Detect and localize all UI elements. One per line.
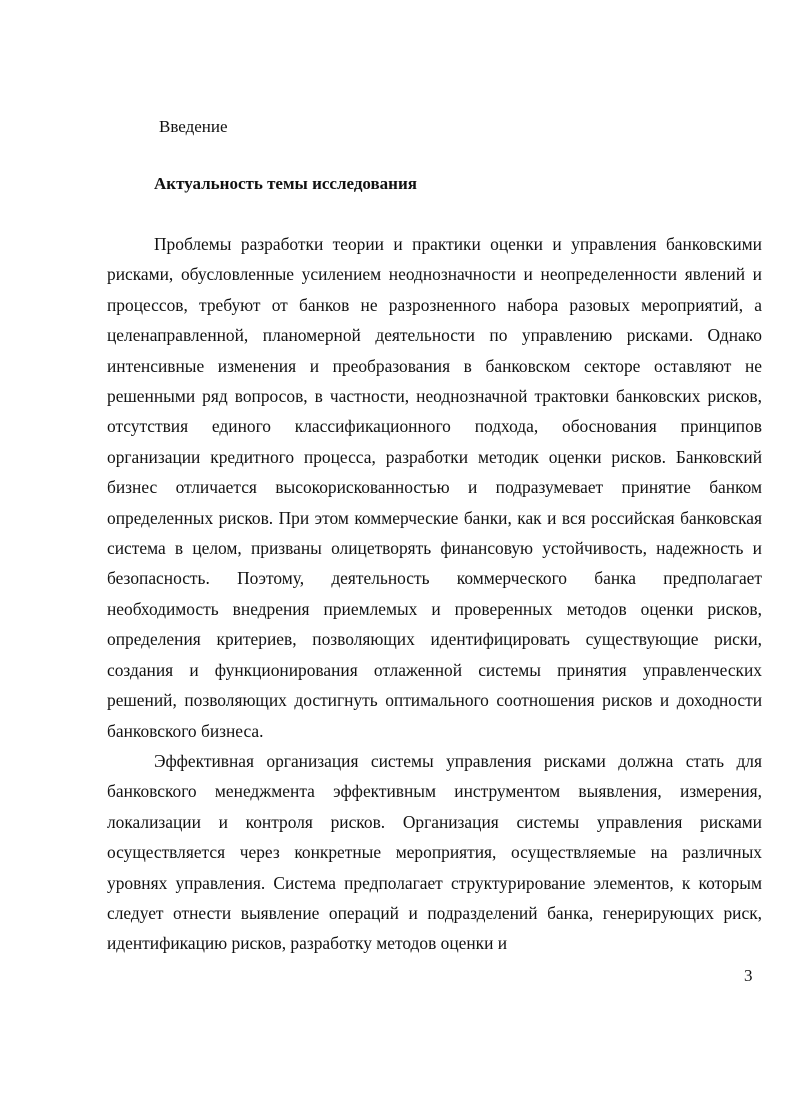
page-number: 3 (744, 966, 753, 985)
subsection-heading-topic-relevance: Актуальность темы исследования (154, 174, 417, 193)
paragraph-1: Проблемы разработки теории и практики оценки и управления банковскими рисками, обусловленные усилением неоднозначности и неопределенности явлений и процессов, требуют от банков не разрозненного набора разовых мероприятий, а целенаправленной, планомерной деятельности по управлению рисками. Однако интенсивные изменения и преобразования в банковском секторе оставляют не решенными ряд вопросов, в частности, неоднозначной трактовки банковских рисков, отсутствия единого классификационного подхода, обоснования принципов организации кредитного процесса, разработки методик оценки рисков. Банковский бизнес отличается высокорискованностью и подразумевает принятие банком определенных рисков. При этом коммерческие банки, как и вся российская банковская система в целом, призваны олицетворять финансовую устойчивость, надежность и безопасность. Поэтому, деятельность коммерческого банка предполагает необходимость внедрения приемлемых и проверенных методов оценки рисков, определения критериев, позволяющих идентифицировать существующие риски, создания и функционирования отлаженной системы принятия управленческих решений, позволяющих достигнуть оптимального соотношения рисков и доходности банковского бизнеса. (107, 234, 762, 741)
section-heading-introduction: Введение (159, 117, 228, 136)
body-text (107, 229, 762, 959)
paragraph-2: Эффективная организация системы управления рисками должна стать для банковского менеджмента эффективным инструментом выявления, измерения, локализации и контроля рисков. Организация системы управления рисками осуществляется через конкретные мероприятия, осуществляемые на различных уровнях управления. Система предполагает структурирование элементов, к которым следует отнести выявление операций и подразделений банка, генерирующих риск, идентификацию рисков, разработку методов оценки и (107, 750, 762, 954)
